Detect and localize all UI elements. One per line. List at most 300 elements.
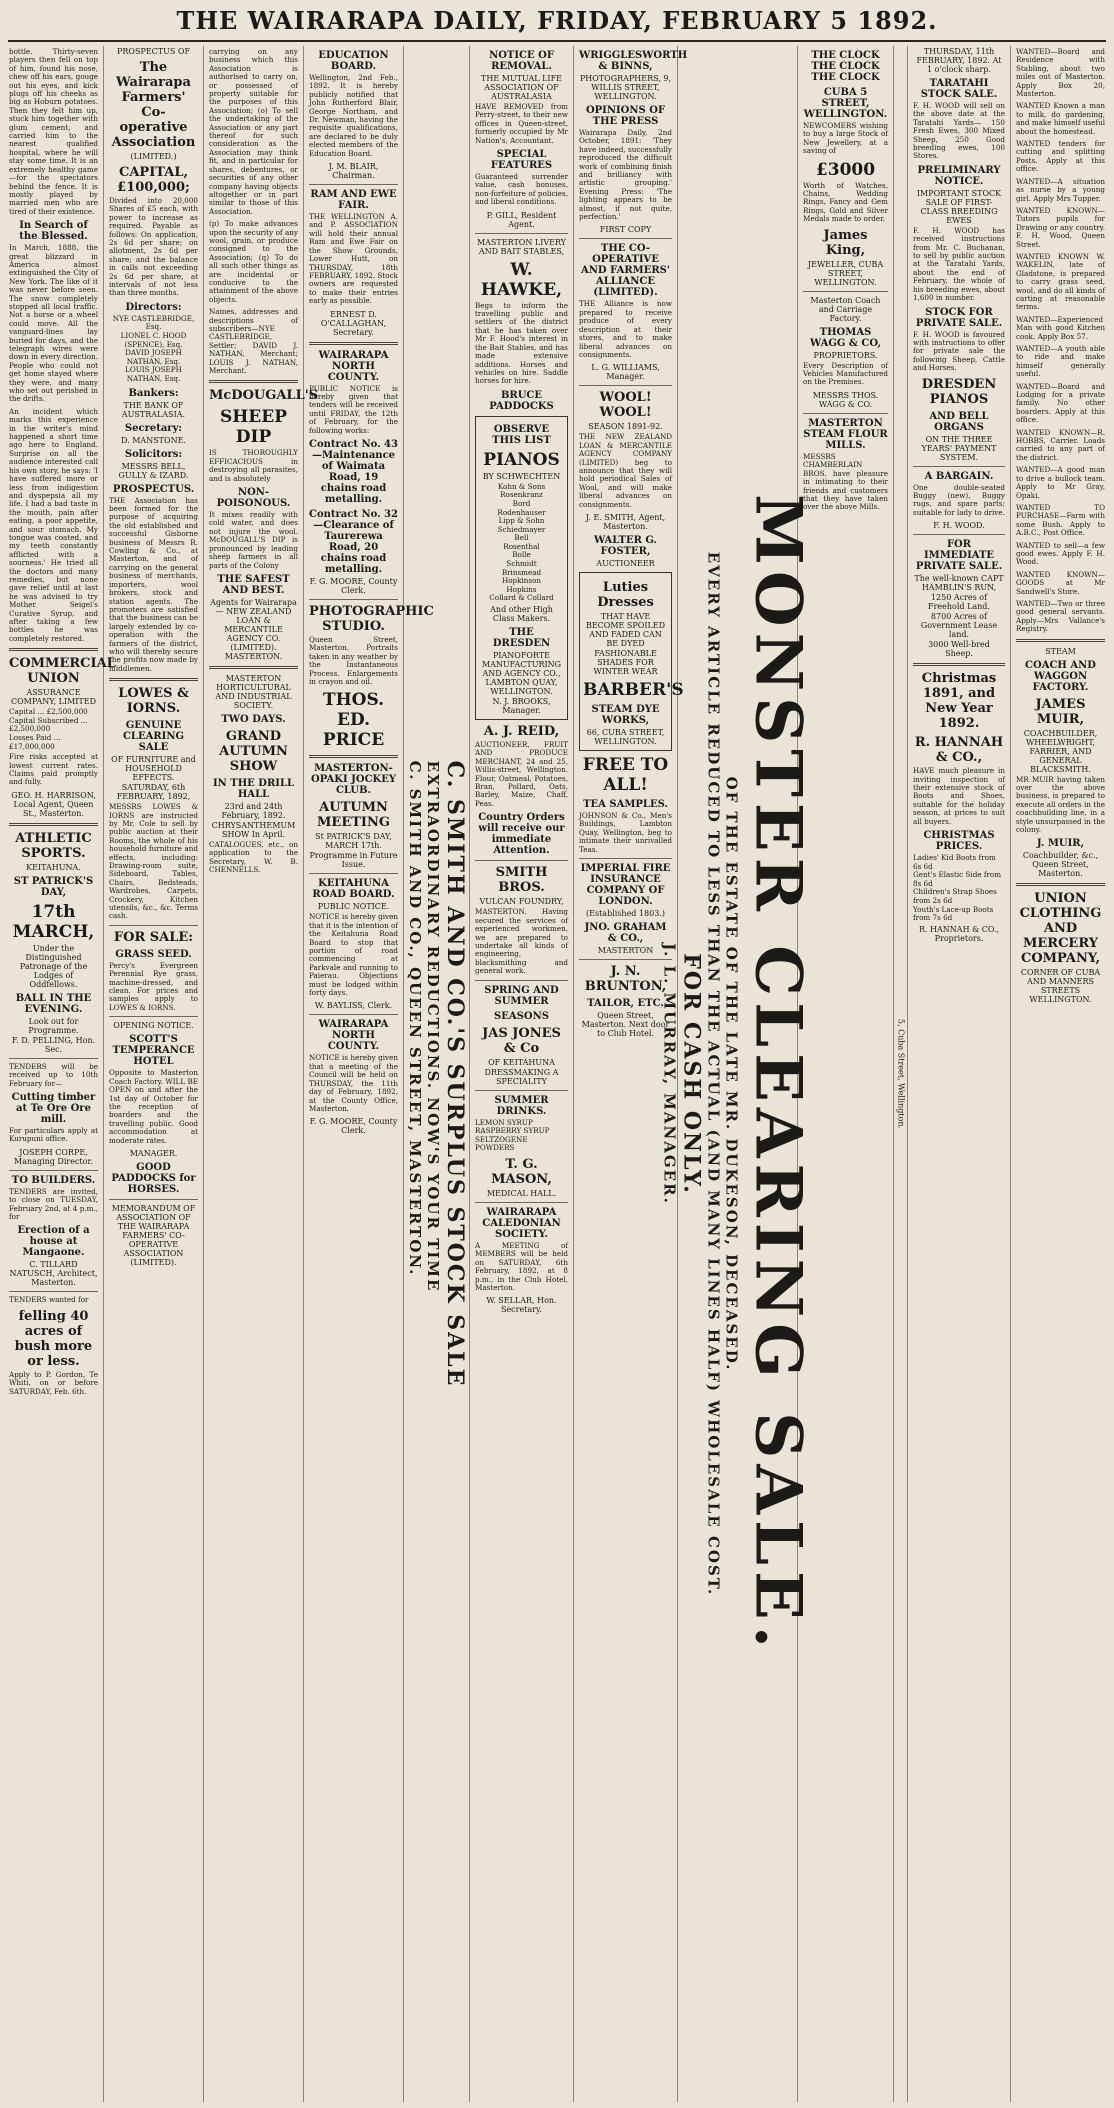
walter-foster: WALTER G. FOSTER, (593, 534, 658, 557)
pianos-makers (479, 483, 564, 603)
barber-address: 66, CUBA STREET, WELLINGTON. (586, 727, 665, 746)
divider (209, 666, 298, 669)
wanted-item: WANTED—Board and Lodging for a private family. No other boarders. Apply at this office. (1016, 381, 1105, 425)
tea-samples: TEA SAMPLES. (583, 798, 668, 810)
muir-text: MR MUIR having taken over the above business, is prepared to execute all orders in the coachbuilding line, in a style unsurpassed in the colony. (1016, 774, 1105, 835)
jas-jones-sub: OF KEITAHUNA (488, 1057, 555, 1067)
wanted-item: WANTED—Two or three good general servants. Apply—Mrs Vallance's Registry. (1016, 598, 1105, 634)
summer-list (475, 1119, 568, 1153)
ad-athletic-ball: BALL IN THE EVENING. (15, 992, 92, 1015)
walter-foster-sub: AUCTIONEER (596, 558, 655, 568)
keitahuna-sign: W. BAYLISS, Clerk. (314, 1001, 393, 1011)
north-county-title: WAIRARAPA NORTH COUNTY. (318, 1019, 389, 1053)
ad-felling-text: TENDERS wanted for (9, 1295, 89, 1305)
column-8-vertical-ad (660, 46, 815, 2102)
bargain-sign: F. H. WOOD. (933, 521, 985, 531)
column-3 (204, 46, 319, 2102)
divider (913, 466, 1005, 467)
hannah-text: HAVE much pleasure in inviting inspection of their extensive stock of Boots and Shoes, suitable for the holiday season, at prices to suit all buyers. (913, 766, 1005, 826)
divider (579, 858, 672, 859)
list-item: Bord (512, 498, 531, 508)
story-text-3: An incident which marks this experience in the writer's mind happened a short time ago here to England. Surprise on all the audience interested call his own story, he says: 'I have suffered more or less from indigestion and dyspepsia all my life. I had a bad taste in the mouth, pain after eating, a poor appetite, and sour stomach. My tongue was coated, and my teeth constantly afflicted with a sourness.' He tried all the doctors and many remedies, but none gave relief until at last he was advised to try Mother Seigel's Curative Syrup, and after taking a few bottles he was completely restored. (9, 406, 98, 643)
divider (9, 823, 98, 826)
bankers: THE BANK OF AUSTRALASIA. (121, 400, 186, 419)
observe: OBSERVE THIS LIST (492, 423, 551, 446)
bell-organs: AND BELL ORGANS (929, 410, 989, 433)
show-chrysanthemum: CHRYSANTHEMUM SHOW In April. (211, 820, 296, 839)
ram-sign: ERNEST D. O'CALLAGHAN, Secretary. (320, 309, 387, 337)
hawke-text: Begs to inform the travelling public and settlers of the district that he has taken over Mr F. Hood's interest in the Bait Stables, and has made extensive additions. Horses and vehicles on hire. Saddle horses for hire. (475, 300, 568, 386)
divider (209, 380, 298, 383)
dresden-pianos: DRESDEN PIANOS (921, 376, 997, 407)
ad-commercial-union-rows (9, 708, 98, 751)
column-11 (908, 46, 1011, 2102)
removal-sub: THE MUTUAL LIFE ASSOCIATION OF AUSTRALASIA (481, 74, 562, 101)
wanted-item: WANTED TO PURCHASE—Farm with some Bush. Apply to A.B.C., Post Office. (1016, 502, 1105, 538)
list-item: Gent's Elastic Side from 8s 6d (913, 870, 1002, 888)
divider (9, 1170, 98, 1171)
wanted-item: WANTED KNOWN—R. HOBBS, Carrier. Loads carried to any part of the district. (1016, 427, 1105, 462)
bargain-text: One double-seated Buggy (new), Buggy rugs, and spare parts; suitable for lady to drive. (913, 482, 1005, 517)
ad-tenders-sign: JOSEPH CORPE, Managing Director. (14, 1147, 93, 1166)
notice-text: F. H. WOOD has received instructions from Mr. C. Buchanan, to sell by public auction at the Taratahi Yards, about the end of February, the whole of his breeding ewes, about 1,600 in number. (913, 225, 1005, 303)
bargain-heading: A BARGAIN. (924, 470, 994, 482)
price-title: THOS. ED. PRICE (322, 690, 385, 751)
story-text-2: In March, 1888, the great blizzard in America almost extinguished the City of New York. The like of it was never before seen. The snow completely stopped all local traffic. Not a horse or a wheel could move. All the vanguard-lines lay buried for days, and the telegraph wires were down in every direction. People who could not get home stayed where they were, and many who set out perished in the drifts. (9, 243, 98, 404)
show-pre: MASTERTON HORTICULTURAL AND INDUSTRIAL SOCIETY. (215, 673, 292, 710)
caledonian-sign: W. SELLAR, Hon. Secretary. (486, 1296, 557, 1315)
wanted-item: WANTED Known a man to milk, do gardening, and make himself useful about the homestead. (1016, 101, 1105, 136)
wrigglesworth-text: Wairarapa Daily, 2nd October, 1891: 'They have indeed, successfully reproduced the difficult work of combining finish and brilliancy with artistic grouping.' Evening Press: 'The lighting appears to be almost, if not quite, perfection.' (579, 128, 672, 222)
divider (309, 755, 398, 758)
dresden-sign: N. J. BROOKS, Manager. (492, 697, 551, 716)
lowes-sub2: OF FURNITURE and HOUSEHOLD EFFECTS. (111, 755, 196, 783)
ad-builders-head: Erection of a house at Mangaone. (17, 1225, 90, 1259)
list-item: Lipp & Sohn (498, 516, 545, 526)
divider (109, 1016, 198, 1017)
directors-heading: Directors: (125, 301, 182, 313)
caledonian-heading: WAIRARAPA CALEDONIAN SOCIETY. (482, 1206, 561, 1240)
divider (475, 233, 568, 234)
column-6 (470, 46, 574, 2102)
column-5-vertical-ad (404, 46, 470, 2102)
smith-bros-text: MASTERTON. Having secured the services of experienced workmen, we are prepared to undertake all kinds of engineering, blacksmithing and general work. (475, 907, 568, 976)
ad-tenders-head: Cutting timber at Te Ore Ore mill. (11, 1092, 96, 1126)
list-item: Schiedmayer (497, 524, 546, 534)
list-item: LOUIS JOSEPH NATHAN, Esq. (125, 365, 182, 384)
column-9 (798, 46, 894, 2102)
ad-builders-sign: C. TILLARD NATUSCH, Architect, Masterton. (9, 1260, 98, 1288)
smith-bros: SMITH BROS. (495, 865, 548, 896)
column-10-vertical-strip (894, 46, 908, 2102)
cooperative-sign: L. G. WILLIAMS, Manager. (591, 363, 660, 382)
pianos-heading: PIANOS (483, 449, 560, 470)
list-item: Schmidt (506, 559, 537, 569)
wool-sign: J. E. SMITH, Agent, Masterton. (585, 512, 666, 531)
column-2 (104, 46, 204, 2102)
hawke-name: W. HAWKE, (480, 259, 563, 300)
divider (309, 599, 398, 600)
scott-sign: MANAGER. (129, 1148, 178, 1158)
caledonian-text: A MEETING of MEMBERS will be held on SATURDAY, 6th February, 1892, at 8 p.m., in the Club Hotel, Masterton. (475, 1240, 568, 1292)
spring-heading: SPRING AND SUMMER (484, 984, 559, 1007)
divider (1016, 883, 1105, 886)
education-sign: J. M. BLAIR, Chairman. (328, 162, 379, 181)
wanted-item: WANTED KNOWN W. WAKELIN, late of Gladstone, is prepared to carry grass seed, wool, and do all kinds of carting at reasonable terms. (1016, 251, 1105, 312)
wanted-item: WANTED—A youth able to ride and make himself generally useful. (1016, 344, 1105, 379)
ad-athletic-place: KEITAHUNA. (26, 862, 81, 872)
union-clothing: UNION CLOTHING AND MERCERY COMPANY, (1019, 891, 1102, 967)
pianos-box (475, 416, 568, 720)
north-county-text: NOTICE is hereby given that a meeting of the Council will be held on THURSDAY, the 11th day of February, 1892, at the County Office, Masterton. (309, 1053, 398, 1113)
cooperative-text: THE Alliance is now prepared to receive produce of every description at their stores, and to make liberal advances on consignments. (579, 299, 672, 359)
clock-address: CUBA 5 STREET, WELLINGTON. (803, 87, 888, 120)
list-item: Bell (514, 533, 529, 543)
list-item: Hopkins (506, 584, 537, 594)
list-item: Collard & Collard (489, 593, 554, 603)
farmers-assoc-limited: (LIMITED.) (130, 152, 177, 161)
fire-insurance-est: (Established 1803.) (586, 909, 665, 918)
scott-title: SCOTT'S TEMPERANCE HOTEL (112, 1034, 195, 1068)
divider (579, 959, 672, 960)
mason-name: T. G. MASON, (491, 1156, 552, 1187)
wrigglesworth-sub: PHOTOGRAPHERS, 9, WILLIS STREET, WELLINGTON. (579, 74, 672, 101)
divider (803, 291, 888, 292)
ad-felling-more: Apply to P. Gordon, Te Whiti, on or before SATURDAY, Feb. 6th. (9, 1369, 98, 1396)
divider (475, 980, 568, 981)
rules-text: carrying on any business which this Association is authorised to carry on, or possessed of property suitable for the purposes of this Association; (o) To sell the undertaking of the Association or any part thereof for such consideration as the Association may think fit, and in particular for shares, debentures, or securities of any other company having objects altogether or in part similar to those of this Association. (209, 47, 298, 216)
county-contract-2: Contract No. 32—Clearance of Taurerewa Road, 20 chains road metalling. (309, 508, 398, 575)
solicitors: MESSRS BELL, GULLY & IZARD. (118, 461, 189, 480)
private-sale-2-a: 1250 Acres of Freehold Land. (928, 593, 990, 612)
divider (9, 648, 98, 651)
brunton-address: Queen Street, Masterton. Next door to Club Hotel. (581, 1011, 670, 1038)
special-text: Guaranteed surrender value, cash bonuses, non-forfeiture of policies, and liberal conditions. (475, 172, 568, 207)
lowes-title: LOWES & IORNS. (118, 686, 189, 717)
masthead (0, 0, 1114, 38)
watch-text-2: Worth of Watches, Chains, Wedding Rings, Fancy and Gem Rings, Gold and Silver Medals made to order. (803, 180, 888, 224)
smith-sale-heading: C. SMITH AND CO.'S SURPLUS STOCK SALE (441, 760, 468, 1388)
private-sale-2-b: 8700 Acres of Government Lease land. (920, 612, 998, 640)
muir-name: JAMES MUIR, (1035, 696, 1086, 727)
ad-athletic-date: 17th MARCH, (12, 901, 95, 942)
ad-tenders-text: TENDERS will be received up to 10th February for— (9, 1061, 98, 1088)
reid-text: AUCTIONEER, FRUIT AND PRODUCE MERCHANT, 24 and 25, Willis-street, Wellington. Flour, Oatmeal, Potatoes, Bran, Pollard, Oats, Barley, Maize, Chaff, Peas. (475, 740, 568, 808)
farmers-assoc-capital-text: Divided into 20,000 Shares of £5 each, with power to increase as required. Payable as follows: On application, 2s 6d per share; on allotment, 2s 6d per share; and the balance in calls not exceeding 2s 6d per share, at intervals of not less than three months. (109, 196, 198, 298)
christmas-heading: Christmas 1891, and New Year 1892. (921, 671, 997, 732)
wanted-item: WANTED KNOWN—GOODS at Mr Sandwell's Store. (1016, 569, 1105, 596)
list-item: Kohn & Sons (497, 481, 546, 491)
show-place: IN THE DRILL HALL (212, 777, 294, 800)
divider (475, 860, 568, 861)
list-item: Youth's Lace-up Boots from 7s 6d (913, 904, 994, 923)
ram-text: THE WELLINGTON A. and P. ASSOCIATION will hold their annual Ram and Ewe Fair on the Show Grounds, Lower Hutt, on THURSDAY, 18th FEBRUARY, 1892. Stock owners are requested to make their entries early as possible. (309, 212, 398, 306)
prospectus-pre: PROSPECTUS OF (117, 47, 190, 56)
smith-sale-sub: EXTRAORDINARY REDUCTIONS. NOW'S YOUR TIME (423, 760, 442, 1293)
education-title: EDUCATION BOARD. (318, 50, 389, 72)
ad-athletic-day: ST PATRICK'S DAY, (13, 875, 94, 898)
graham-sub: MASTERTON (597, 946, 654, 955)
stock-heading: TARATAHI STOCK SALE. (920, 78, 998, 100)
ad-athletic-sec: F. D. PELLING, Hon. Sec. (11, 1035, 96, 1054)
list-item: Rosenthal (503, 541, 540, 551)
wanted-item: WANTED—Board and Residence with Stabling, about two miles out of Masterton. Apply Box 20, Masterton. (1016, 47, 1105, 99)
cooperative-heading: THE CO-OPERATIVE AND FARMERS' ALLIANCE (LIMITED). (581, 243, 670, 299)
ad-tenders-more: For particulars apply at Kurupuni office. (9, 1126, 98, 1144)
column-1 (4, 46, 116, 2102)
wanted-item: WANTED—Experienced Man with good Kitchen cook. Apply Box 57. (1016, 314, 1105, 341)
show-date: 23rd and 24th February, 1892. (221, 801, 286, 820)
muir-sign: J. MUIR, (1036, 838, 1085, 850)
coach-heading: COACH AND WAGGON FACTORY. (1025, 659, 1096, 693)
list-item: Rosenkranz (500, 490, 543, 500)
clearing-sale-cash: FOR CASH ONLY. (678, 953, 704, 1195)
secretary: D. MANSTONE. (121, 435, 186, 445)
jockey-head: AUTUMN MEETING (317, 800, 390, 831)
smith-bros-sub: VULCAN FOUNDRY, (479, 897, 564, 907)
summer-heading: SUMMER DRINKS. (494, 1094, 549, 1117)
prospectus-text: THE Association has been formed for the purpose of acquiring the old established and successful Gisborne business of Messrs R. Cowling & Co., at Masterton, and of carrying on the general business of merchants, importers, wool brokers, stock and station agents. The promoters are satisfied that the business can be largely extended by co-operation with the farmers of the district, who will thereby secure the profits now made by middlemen. (109, 495, 198, 673)
rules-text-2: (p) To make advances upon the security of any wool, grain, or produce consigned to the Association; (q) To do all such other things as are incidental or conducive to the attainment of the above objects. (209, 219, 298, 304)
wagg-sub: PROPRIETORS. (813, 350, 878, 360)
ad-commercial-union-text: Fire risks accepted at lowest current rates. Claims paid promptly and fully. (9, 752, 98, 787)
divider (913, 663, 1005, 666)
wool-text: THE NEW ZEALAND LOAN & MERCANTILE AGENCY COMPANY (LIMITED) beg to announce that they will hold periodical Sales of Wool, and will make liberal advances on consignments. (579, 432, 672, 509)
divider (913, 534, 1005, 535)
list-item: LIONEL C. HOOD (SPENCE), Esq. (120, 331, 187, 349)
coach-pre: STEAM (1045, 646, 1076, 656)
muir-sub: COACHBUILDER, WHEELWRIGHT, FARRIER, AND GENERAL BLACKSMITH. (1023, 728, 1098, 774)
clearing-sale-reduced: EVERY ARTICLE REDUCED TO LESS THAN THE ACTUAL (AND MANY LINES HALF) WHOLESALE COST. (704, 551, 722, 1597)
chamberlain-text: MESSRS CHAMBERLAIN BROS. have pleasure in intimating to their friends and customers that they have taken over the above Mills. (803, 451, 888, 512)
ad-builders-title: TO BUILDERS. (11, 1174, 96, 1186)
list-item: Children's Strap Shoes from 2s 6d (913, 887, 997, 905)
graham-name: JNO. GRAHAM & CO., (584, 922, 667, 944)
watch-text: NEWCOMERS wishing to buy a large Stock of New Jewellery, at a saving of (803, 121, 888, 156)
list-item: Losses Paid ... £17,000,000 (9, 733, 61, 751)
wanted-item: WANTED—A situation as nurse by a young girl. Apply Mrs Tupper. (1016, 176, 1105, 203)
vertical-clearing-ad (660, 494, 815, 1654)
mcdougall-agents: Agents for Wairarapa— NEW ZEALAND LOAN & MERCANTILE AGENCY CO. (LIMITED). MASTERTON. (210, 597, 297, 661)
clearing-sale-estate: OF THE ESTATE OF THE LATE MR. DUKESON, DECEASED. (722, 776, 740, 1372)
wrigglesworth-opinions: OPINIONS OF THE PRESS (585, 105, 666, 127)
directors-list (109, 315, 198, 384)
county-text: PUBLIC NOTICE is hereby given that tenders will be received until FRIDAY, the 12th of February, for the following works: (309, 383, 398, 435)
forsale-head: GRASS SEED. (115, 948, 192, 960)
bell-text: ON THE THREE YEARS' PAYMENT SYSTEM. (921, 434, 997, 462)
masthead-rule (8, 40, 1106, 42)
photo-text: Queen Street, Masterton. Portraits taken in any weather by the Instantaneous Process. Enlargements in crayon and oil. (309, 634, 398, 686)
divider (309, 1014, 398, 1015)
hawke-pre: MASTERTON LIVERY AND BAIT STABLES, (476, 237, 567, 256)
farmers-assoc-capital: CAPITAL, £100,000; (117, 165, 190, 195)
mcdougall-text: It mixes readily with cold water, and does not injure the wool. McDOUGALL'S DIP is pronounced by leading sheep farmers in all parts of the Colony (209, 510, 298, 570)
wool-heading: WOOL! WOOL! (599, 390, 652, 421)
notice-sub: IMPORTANT STOCK SALE OF FIRST-CLASS BREEDING EWES (916, 188, 1002, 225)
wagg-sign: MESSRS THOS. WAGG & CO. (812, 390, 879, 409)
county-title: WAIRARAPA NORTH COUNTY. (318, 349, 389, 383)
ad-commercial-union-sub: ASSURANCE COMPANY, LIMITED (10, 688, 97, 707)
wool-season: SEASON 1891-92. (588, 422, 663, 432)
removal-heading: NOTICE OF REMOVAL. (489, 50, 554, 72)
list-item: DAVID JOSEPH NATHAN, Esq. (125, 348, 182, 366)
farmers-assoc-title: The Wairarapa Farmers' Co-operative Association (111, 60, 196, 150)
mcdougall-heading: McDOUGALL'S (209, 388, 319, 404)
seasons-heading: SEASONS (494, 1010, 549, 1022)
ad-commercial-union-title: COMMERCIAL UNION (9, 656, 116, 687)
mcdougall-nonpoison: NON-POISONOUS. (216, 487, 291, 510)
ad-builders-text: TENDERS are invited, to close on TUESDAY, February 2nd, at 4 p.m., for (9, 1186, 98, 1222)
stock-text: F. H. WOOD will sell on the above date at the Taratahi Yards— 150 Fresh Ewes, 300 Mixed Sheep, 250 Good breeding ewes, 100 Stores. (913, 101, 1005, 161)
county-sign: F. G. MOORE, County Clerk. (309, 576, 398, 595)
list-item: NYE CASTLEBRIDGE, Esq. (112, 313, 195, 332)
private-sale-2-c: 3000 Well-bred Sheep. (928, 640, 990, 659)
clearing-sale-manager: J. L. MURRAY, MANAGER. (660, 943, 678, 1205)
divider (579, 385, 672, 386)
subscribers: Names, addresses and descriptions of subscribers—NYE CASTLEBRIDGE, Settler; DAVID J. NATHAN, Merchant; LOUIS J. NATHAN, Merchant. (209, 307, 298, 376)
list-item: Capital ... £2,500,000 (9, 707, 88, 717)
barber-box (579, 572, 684, 751)
barber-sub: STEAM DYE WORKS, (591, 703, 660, 726)
keitahuna-text: NOTICE is hereby given that it is the intention of the Keitahuna Road Board to stop that portion of road commencing at Parkvale and running to Paierau. Objections must be lodged within forty days. (309, 912, 398, 998)
show-days: TWO DAYS. (221, 713, 286, 725)
hannah-name: R. HANNAH & CO., (914, 735, 1004, 766)
jockey-program: Programme in Future Issue. (309, 851, 398, 870)
story-text-1: bottle. Thirty-seven players then fell on top of him, found his nose, chew off his ears, gouge out his eyes, and kick plugs off his cheeks as big as Hoburn potatoes. Then they felt him up, stuck him together with glum cement, and carried him to the nearest qualified hospital, where he will stay some time. It is an extremely healthy game—for the spectators behind the fence. It is mostly played by married men who are tired of their existence. (9, 47, 98, 216)
divider (579, 238, 672, 239)
jockey-title: MASTERTON-OPAKI JOCKEY CLUB. (311, 763, 396, 797)
private-sale-2-sub: The well-known CAPT HAMBLIN'S RUN, (914, 574, 1004, 593)
flour-mills: MASTERTON STEAM FLOUR MILLS. (803, 417, 888, 451)
wagg-text: Every Description of Vehicles Manufactured on the Premises. (803, 360, 888, 387)
private-sale-2-heading: FOR IMMEDIATE PRIVATE SALE. (915, 539, 1003, 573)
tea-text: JOHNSON & Co., Men's Buildings, Lambton Quay, Wellington, beg to intimate their unrivalled Teas. (579, 810, 672, 854)
christmas-prices: CHRISTMAS PRICES. (923, 830, 995, 852)
free-to-all: FREE TO ALL! (582, 754, 669, 795)
divider (309, 184, 398, 185)
ad-athletic-under: Under the Distinguished Patronage of the Lodges of Oddfellows. (19, 943, 88, 989)
lowes-sub: GENUINE CLEARING SALE (122, 720, 185, 754)
special-heading: SPECIAL FEATURES (490, 149, 553, 172)
keitahuna-head: PUBLIC NOTICE. (317, 902, 390, 912)
dresses-spoiled: THAT HAVE BECOME SPOILED AND FADED CAN BE DYED (585, 611, 666, 648)
list-item: Bolle (512, 550, 531, 560)
bruce-paddocks: BRUCE PADDOCKS (489, 389, 554, 412)
list-item: Brinsmead (501, 567, 542, 577)
list-item: Capital Subscribed ... £2,500,000 (9, 715, 88, 734)
wagg-pre: Masterton Coach and Carriage Factory. (810, 295, 881, 323)
pianos-by: BY SCHWECHTEN (482, 471, 561, 481)
forsale-text: Percy's Evergreen Perennial Rye grass, machine-dressed, and clean. For prices and samples apply to LOWES & IORNS. (109, 960, 198, 1012)
county-contract-1: Contract No. 43—Maintenance of Waimata Road, 19 chains road metalling. (309, 438, 398, 505)
ram-title: RAM AND EWE FAIR. (310, 189, 397, 212)
private-sale-heading: STOCK FOR PRIVATE SALE. (915, 306, 1003, 329)
mcdougall-best: THE SAFEST AND BEST. (217, 573, 290, 596)
divider (9, 1291, 98, 1292)
mcdougall-title: SHEEP DIP (219, 407, 288, 448)
dresden-text: PIANOFORTE MANUFACTURING AND AGENCY CO., LAMBTON QUAY, WELLINGTON. (481, 651, 562, 697)
james-king-sub: JEWELLER, CUBA STREET, WELLINGTON. (807, 259, 884, 287)
union-clothing-sub: CORNER OF CUBA AND MANNERS STREETS WELLINGTON. (1020, 968, 1101, 1005)
divider (475, 1090, 568, 1091)
dresden-heading: THE DRESDEN (492, 627, 551, 650)
forsale-title: FOR SALE: (113, 929, 194, 945)
ad-athletic-title: ATHLETIC SPORTS. (15, 830, 92, 861)
show-catalogues: CATALOGUES, etc., on application to the Secretary, W. B. CHENNELLS. (209, 839, 298, 875)
country-orders: Country Orders will receive our immediate Attention. (478, 812, 565, 857)
smith-sale-small: C. SMITH AND CO., QUEEN STREET, MASTERTON. (405, 760, 424, 1277)
wanted-item: WANTED to sell—a few good ewes. Apply F. H. Wood. (1016, 540, 1105, 567)
pianos-note: And other High Class Makers. (490, 605, 553, 624)
james-king: James King, (823, 227, 868, 258)
clearing-sale-heading: MONSTER CLEARING SALE. (740, 493, 815, 1655)
divider (803, 413, 888, 414)
stock-date: THURSDAY, 11th FEBRUARY, 1892. At 1 o'clock sharp. (916, 47, 1002, 74)
divider (309, 342, 398, 345)
secretary-heading: Secretary: (124, 422, 183, 434)
scott-pre: OPENING NOTICE. (113, 1021, 194, 1031)
scott-text: Opposite to Masterton Coach Factory. WILL BE OPEN on and after the 1st day of October for the reception of boarders and the travelling public. Good accommodation at moderate rates. (109, 1068, 198, 1145)
keitahuna-title: KEITAHUNA ROAD BOARD. (312, 878, 395, 901)
list-item: Hopkinson (501, 576, 542, 586)
list-item: LEMON SYRUP (475, 1117, 533, 1127)
divider (1016, 639, 1105, 642)
special-sign: P. GILL, Resident Agent. (486, 210, 557, 229)
dressmaking: DRESSMAKING A SPECIALITY (484, 1067, 559, 1086)
prospectus-heading: PROSPECTUS. (112, 483, 195, 495)
barber-name: BARBER'S (583, 679, 684, 700)
divider (309, 873, 398, 874)
mason-sub: MEDICAL HALL. (486, 1188, 557, 1198)
divider (475, 1202, 568, 1203)
brunton-name: J. N. BRUNTON, (584, 964, 667, 994)
show-title: GRAND AUTUMN SHOW (219, 728, 288, 774)
ad-commercial-union-agent: GEO. H. HARRISON, Local Agent, Queen St., Masterton. (11, 790, 96, 818)
wanted-item: WANTED tenders for cutting and splitting Posts. Apply at this office. (1016, 139, 1105, 174)
ad-felling-head: felling 40 acres of bush more or less. (14, 1308, 93, 1369)
lowes-date: SATURDAY, 6th FEBRUARY, 1892, (116, 783, 191, 802)
lowes-text: MESSRS LOWES & IORNS are instructed by Mr. Cole to sell by public auction at their Rooms, the whole of his household furniture and effects, including: Drawing-room suite, Sideboard, Tables, Chairs, Bedsteads, Wardrobes, Carpets, Crockery, Kitchen utensils, &c., &c. Terms cash. (109, 802, 198, 921)
boots-list (913, 854, 1005, 923)
brunton-sub: TAILOR, ETC. (587, 998, 664, 1009)
preliminary-notice: PRELIMINARY NOTICE. (917, 164, 1001, 187)
solicitors-heading: Solicitors: (124, 448, 183, 460)
wagg-name: THOMAS WAGG & CO, (810, 326, 881, 349)
vertical-strip-text: 5, Cuba Street, Wellington. (896, 1018, 905, 1130)
private-sale-text: F. H. WOOD is favoured with instructions to offer for private sale the following Sheep, Cattle and Horses. (913, 329, 1005, 373)
education-text: Wellington, 2nd Feb., 1892. It is hereby publicly notified that John Rutherford Blair, George Northam, and Dr. Newman, having the requisite qualifications, are declared to be duly elected members of the Education Board. (309, 73, 398, 158)
luties-dresses: Luties Dresses (597, 579, 654, 610)
photo-title: PHOTOGRAPHIC STUDIO. (309, 603, 434, 634)
list-item: RASPBERRY SYRUP (475, 1126, 550, 1136)
list-item: SELTZOGENE POWDERS (475, 1134, 528, 1153)
clock-heading: THE CLOCK THE CLOCK THE CLOCK (811, 50, 880, 83)
north-county-sign: F. G. MOORE, County Clerk. (309, 1117, 398, 1136)
story-title: In Search of the Blessed. (19, 220, 88, 243)
jas-jones: JAS JONES & Co (482, 1025, 561, 1056)
divider (109, 678, 198, 681)
wanted-item: WANTED KNOWN—Tutors pupils for Drawing or any country. F. H. Wood, Queen Street. (1016, 205, 1105, 249)
paddocks: GOOD PADDOCKS for HORSES. (111, 1161, 196, 1195)
muir-address: Coachbuilder, &c., Queen Street, Masterton. (1022, 851, 1099, 879)
vertical-ad-text (406, 761, 468, 1388)
removal-text: HAVE REMOVED from Perry-street, to their new offices in Queen-street, formerly occupied by Mr Nation's, Accountant. (475, 102, 568, 145)
fire-insurance-heading: IMPERIAL FIRE INSURANCE COMPANY OF LONDON. (580, 863, 671, 907)
first-copy: FIRST COPY (599, 225, 652, 235)
bankers-heading: Bankers: (128, 387, 179, 399)
column-12 (1011, 46, 1110, 2102)
association-heading: MEMORANDUM OF ASSOCIATION OF THE WAIRARAPA FARMERS' CO-OPERATIVE ASSOCIATION (LIMITED). (111, 1203, 196, 1267)
